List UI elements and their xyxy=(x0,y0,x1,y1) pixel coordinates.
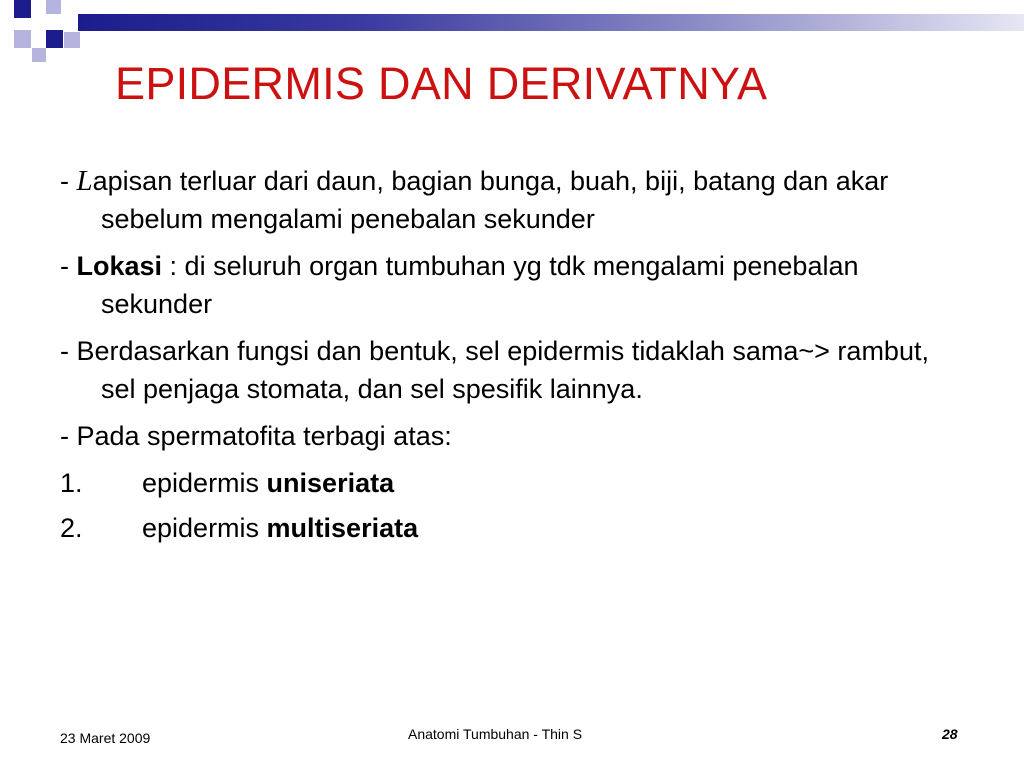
slide-body xyxy=(60,162,960,554)
decor-square xyxy=(46,30,63,48)
header-bar xyxy=(78,14,1024,31)
bullet-dash: - xyxy=(60,251,77,281)
decor-square xyxy=(32,48,46,62)
item-text: epidermis xyxy=(142,513,267,543)
footer-title: Anatomi Tumbuhan - Thin S xyxy=(408,726,583,742)
footer-date: 23 Maret 2009 xyxy=(60,730,151,746)
numbered-item xyxy=(60,464,960,502)
decor-square xyxy=(64,32,80,48)
paragraph-text: apisan terluar dari daun, bagian bunga, buah, biji, batang dan akar sebelum mengalami penebalan sekunder xyxy=(92,166,889,234)
item-text: epidermis xyxy=(142,468,267,498)
decor-square xyxy=(14,0,31,18)
paragraph-text: - Pada spermatofita terbagi atas: xyxy=(60,421,452,451)
page-number: 28 xyxy=(942,726,958,742)
bullet-paragraph xyxy=(60,332,960,408)
bullet-paragraph xyxy=(60,162,960,238)
item-number: 1. xyxy=(60,468,83,498)
slide-title: EPIDERMIS DAN DERIVATNYA xyxy=(115,58,768,109)
bold-term: Lokasi xyxy=(76,251,163,281)
paragraph-text: - Berdasarkan fungsi dan bentuk, sel epidermis tidaklah sama~> rambut, sel penjaga stomata, dan sel spesifik lainnya. xyxy=(60,336,929,404)
decor-square xyxy=(46,0,61,14)
bullet-paragraph xyxy=(60,247,960,323)
numbered-item xyxy=(60,509,960,547)
paragraph-text: : di seluruh organ tumbuhan yg tdk mengalami penebalan sekunder xyxy=(101,251,859,319)
item-bold: uniseriata xyxy=(266,468,395,498)
bullet-dash: - xyxy=(60,166,77,196)
item-number: 2. xyxy=(60,513,83,543)
decor-square xyxy=(14,30,31,48)
bullet-paragraph xyxy=(60,417,960,455)
first-letter: L xyxy=(76,165,93,197)
item-bold: multiseriata xyxy=(266,513,419,543)
